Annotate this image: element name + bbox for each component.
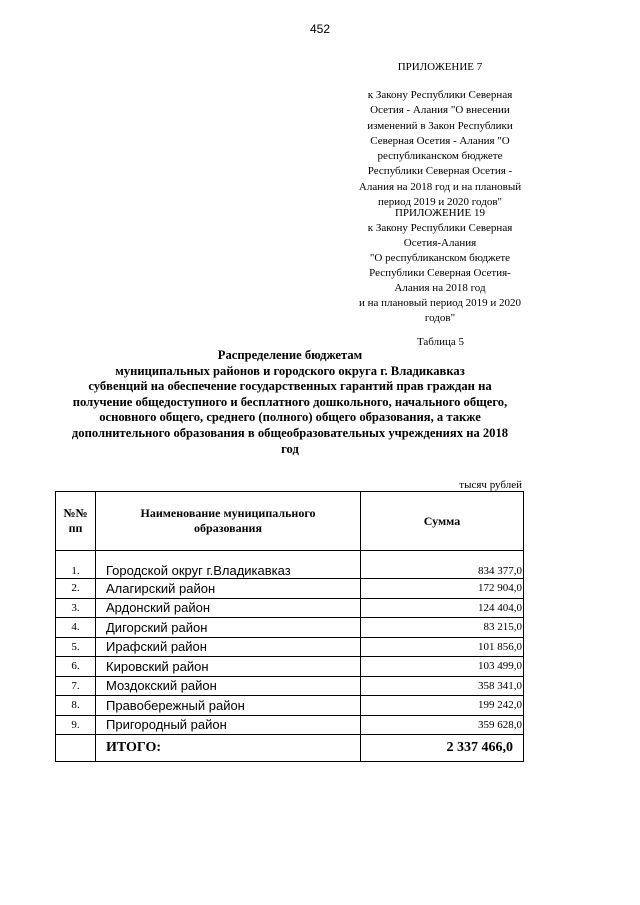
- text-line: к Закону Республики Северная: [367, 222, 513, 234]
- table-row: [56, 676, 524, 696]
- table-row: [56, 657, 524, 677]
- table-row: [56, 637, 524, 657]
- total-num: [56, 735, 96, 762]
- table-label: Таблица 5: [416, 336, 464, 348]
- total-row: [56, 735, 524, 762]
- row-number: 2.: [56, 579, 96, 599]
- title-line: основного общего, среднего (полного) общего образования, а также: [99, 410, 481, 425]
- table-row: [56, 618, 524, 638]
- appendix-7-text: [340, 88, 540, 210]
- table-header-row: [56, 492, 524, 551]
- header-num: №№ пп: [56, 492, 96, 551]
- table-row: [56, 579, 524, 599]
- row-sum: 101 856,0: [361, 637, 524, 657]
- text-line: Алания на 2018 год и на плановый: [358, 180, 522, 193]
- units-label: тысяч рублей: [459, 479, 522, 491]
- appendix-19-text: [340, 221, 540, 326]
- total-label: ИТОГО:: [96, 735, 361, 762]
- text-line: Осетия - Алания "О внесении: [370, 104, 510, 117]
- title-line: Распределение бюджетам: [217, 348, 363, 362]
- row-sum: 834 377,0: [361, 551, 524, 579]
- row-number: 8.: [56, 696, 96, 716]
- text-line: Северная Осетия - Алания "О: [370, 134, 510, 147]
- row-sum: 83 215,0: [361, 618, 524, 638]
- title-line: муниципальных районов и городского округа г. Владикавказ: [115, 363, 465, 378]
- table-row: [56, 598, 524, 618]
- distribution-table: [55, 491, 524, 762]
- text-line: период 2019 и 2020 годов": [377, 196, 503, 209]
- row-number: 3.: [56, 598, 96, 618]
- row-name: Правобережный район: [96, 696, 361, 716]
- row-number: 4.: [56, 618, 96, 638]
- row-sum: 124 404,0: [361, 598, 524, 618]
- row-sum: 103 499,0: [361, 657, 524, 677]
- appendix-7-title: ПРИЛОЖЕНИЕ 7: [397, 61, 483, 73]
- text-line: к Закону Республики Северная: [367, 89, 513, 101]
- row-number: 7.: [56, 676, 96, 696]
- row-name: Городской округ г.Владикавказ: [96, 551, 361, 579]
- text-line: изменений в Закон Республики: [367, 119, 513, 132]
- row-number: 9.: [56, 715, 96, 735]
- row-sum: 199 242,0: [361, 696, 524, 716]
- page-number: 452: [309, 22, 331, 36]
- text-line: республиканском бюджете: [377, 150, 503, 163]
- title-line: дополнительного образования в общеобразовательных учреждениях на 2018: [71, 425, 509, 440]
- row-number: 1.: [56, 551, 96, 579]
- row-name: Ирафский район: [96, 637, 361, 657]
- row-sum: 172 904,0: [361, 579, 524, 599]
- table-row: [56, 696, 524, 716]
- row-name: Ардонский район: [96, 598, 361, 618]
- row-number: 6.: [56, 657, 96, 677]
- title-line: год: [281, 441, 299, 456]
- header-sum: Сумма: [361, 492, 524, 551]
- total-sum: 2 337 466,0: [361, 735, 524, 762]
- text-line: и на плановый период 2019 и 2020: [358, 297, 522, 309]
- text-line: Республики Северная Осетия -: [367, 165, 513, 178]
- row-name: Алагирский район: [96, 579, 361, 599]
- header-name: Наименование муниципального образования: [96, 492, 361, 551]
- row-name: Кировский район: [96, 657, 361, 677]
- title-line: получение общедоступного и бесплатного дошкольного, начального общего,: [72, 394, 508, 409]
- text-line: Республики Северная Осетия-: [369, 267, 511, 279]
- text-line: годов": [424, 312, 456, 324]
- row-name: Дигорский район: [96, 618, 361, 638]
- row-sum: 358 341,0: [361, 676, 524, 696]
- text-line: "О республиканском бюджете: [369, 252, 511, 264]
- table-row: [56, 715, 524, 735]
- row-name: Моздокский район: [96, 676, 361, 696]
- appendix-19-title: ПРИЛОЖЕНИЕ 19: [394, 207, 486, 219]
- text-line: Алания на 2018 год: [394, 282, 486, 294]
- document-title: [40, 348, 540, 457]
- row-name: Пригородный район: [96, 715, 361, 735]
- text-line: Осетия-Алания: [403, 237, 477, 249]
- title-line: субвенций на обеспечение государственных гарантий прав граждан на: [88, 379, 492, 394]
- table-row: [56, 551, 524, 579]
- row-sum: 359 628,0: [361, 715, 524, 735]
- row-number: 5.: [56, 637, 96, 657]
